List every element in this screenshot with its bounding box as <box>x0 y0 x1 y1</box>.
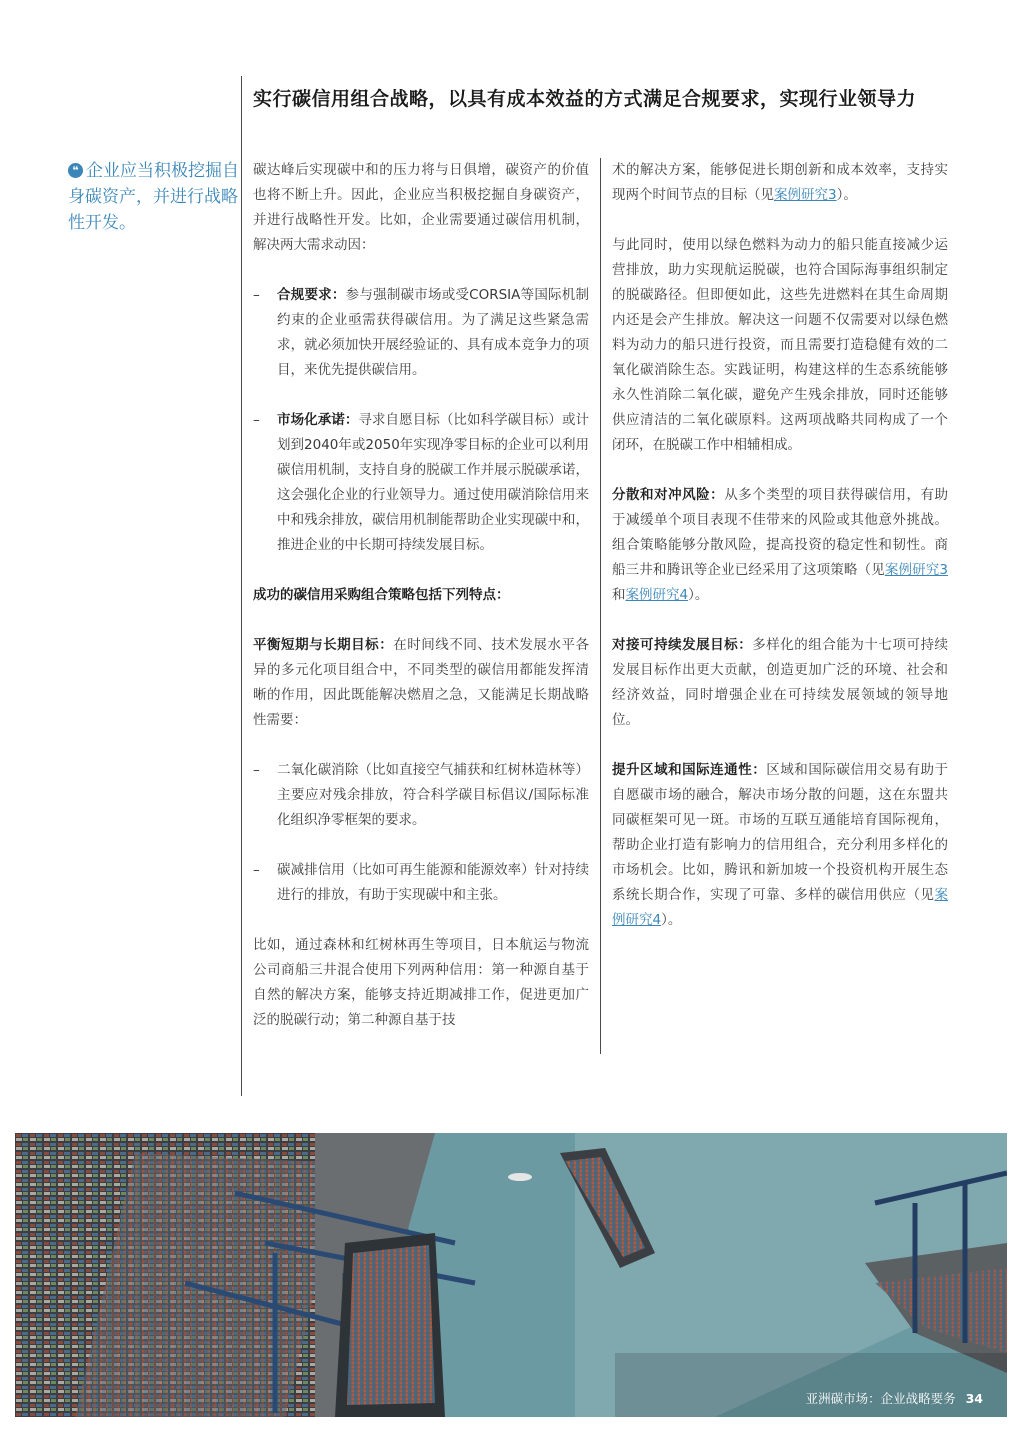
dash-bullet: – <box>253 287 260 303</box>
left-column <box>253 158 589 1058</box>
bullet-label: 市场化承诺： <box>277 412 359 428</box>
risk-paragraph: 分散和对冲风险：从多个类型的项目获得碳信用，有助于减缓单个项目表现不佳带来的风险或其他意外挑战。组合策略能够分散风险，提高投资的稳定性和韧性。商船三井和腾讯等企业已经采用了这项策略（见案例研究3和案例研究4）。 <box>612 487 949 603</box>
bullet-text: 碳减排信用（比如可再生能源和能源效率）针对持续进行的排放，有助于实现碳中和主张。 <box>277 862 589 903</box>
list-item <box>253 758 589 833</box>
balance-paragraph: 平衡短期与长期目标：在时间线不同、技术发展水平各异的多元化项目组合中，不同类型的碳信用都能发挥清晰的作用，因此既能解决燃眉之急，又能满足长期战略性需要： <box>253 637 590 728</box>
intro-paragraph: 碳达峰后实现碳中和的压力将与日俱增，碳资产的价值也将不断上升。因此，企业应当积极挖掘自身碳资产，并进行战略性开发。比如，企业需要通过碳信用机制，解决两大需求动因： <box>253 162 589 253</box>
dash-bullet: – <box>253 762 260 778</box>
left-divider <box>241 76 242 1096</box>
quote-icon: ❝ <box>68 163 83 178</box>
dash-bullet: – <box>253 412 260 428</box>
column-divider <box>600 158 601 1054</box>
list-item <box>253 283 589 383</box>
dash-bullet: – <box>253 862 260 878</box>
right-column <box>612 158 948 958</box>
sdg-paragraph: 对接可持续发展目标：多样化的组合能为十七项可持续发展目标作出更大贡献，创造更加广泛的环境、社会和经济效益，同时增强企业在可持续发展领域的领导地位。 <box>612 637 949 728</box>
case-study-3-link[interactable]: 案例研究3 <box>884 562 949 578</box>
list-item <box>253 858 589 908</box>
port-illustration <box>15 1133 1007 1417</box>
case-study-4-link[interactable]: 案例研究4 <box>625 587 689 603</box>
case-study-4-link[interactable]: 案例研究4 <box>612 887 948 928</box>
page-title: 实行碳信用组合战略，以具有成本效益的方式满足合规要求，实现行业领导力 <box>253 88 917 110</box>
list-item <box>253 408 589 558</box>
pull-quote-text: 企业应当积极挖掘自身碳资产，并进行战略性开发。 <box>68 161 239 233</box>
page-footer <box>806 1389 983 1407</box>
footer-title: 亚洲碳市场：企业战略要务 <box>805 1391 956 1406</box>
bullet-text: 参与强制碳市场或受CORSIA等国际机制约束的企业亟需获得碳信用。为了满足这些紧急需求，就必须加快开展经验证的、具有成本竞争力的项目，来优先提供碳信用。 <box>277 287 590 378</box>
example-paragraph: 比如，通过森林和红树林再生等项目，日本航运与物流公司商船三井混合使用下列两种信用：第一种源自基于自然的解决方案，能够支持近期减排工作，促进更加广泛的脱碳行动；第二种源自基于技 <box>253 937 589 1028</box>
bullet-text: 二氧化碳消除（比如直接空气捕获和红树林造林等）主要应对残余排放，符合科学碳目标倡议/国际标准化组织净零框架的要求。 <box>277 762 589 828</box>
green-fuel-paragraph: 与此同时，使用以绿色燃料为动力的船只能直接减少运营排放，助力实现航运脱碳，也符合国际海事组织制定的脱碳路径。但即便如此，这些先进燃料在其生命周期内还是会产生排放。解决这一问题不仅需要对以绿色燃料为动力的船只进行投资，而且需要打造稳健有效的二氧化碳消除生态。实践证明，构建这样的生态系统能够永久性消除二氧化碳，避免产生残余排放，同时还能够供应清洁的二氧化碳原料。这两项战略共同构成了一个闭环，在脱碳工作中相辅相成。 <box>612 237 948 453</box>
connectivity-paragraph: 提升区域和国际连通性：区域和国际碳信用交易有助于自愿碳市场的融合，解决市场分散的问题，这在东盟共同碳框架可见一斑。市场的互联互通能培育国际视角，帮助企业打造有影响力的信用组合，充分利用多样化的市场机会。比如，腾讯和新加坡一个投资机构开展生态系统长期合作，实现了可靠、多样的碳信用供应（见案例研究4）。 <box>612 762 949 928</box>
continued-paragraph: 术的解决方案，能够促进长期创新和成本效率，支持实现两个时间节点的目标（见案例研究3）。 <box>612 162 948 203</box>
bullet-text: 寻求自愿目标（比如科学碳目标）或计划到2040年或2050年实现净零目标的企业可以利用碳信用机制，支持自身的脱碳工作并展示脱碳承诺，这会强化企业的行业领导力。通过使用碳消除信用来中和残余排放，碳信用机制能帮助企业实现碳中和，推进企业的中长期可持续发展目标。 <box>277 412 590 553</box>
page-number: 34 <box>965 1391 983 1406</box>
container-port-photo <box>15 1133 1007 1417</box>
case-study-3-link[interactable]: 案例研究3 <box>774 187 837 203</box>
bullet-label: 合规要求： <box>277 287 346 303</box>
features-heading: 成功的碳信用采购组合策略包括下列特点： <box>253 587 510 603</box>
pull-quote <box>68 158 240 236</box>
